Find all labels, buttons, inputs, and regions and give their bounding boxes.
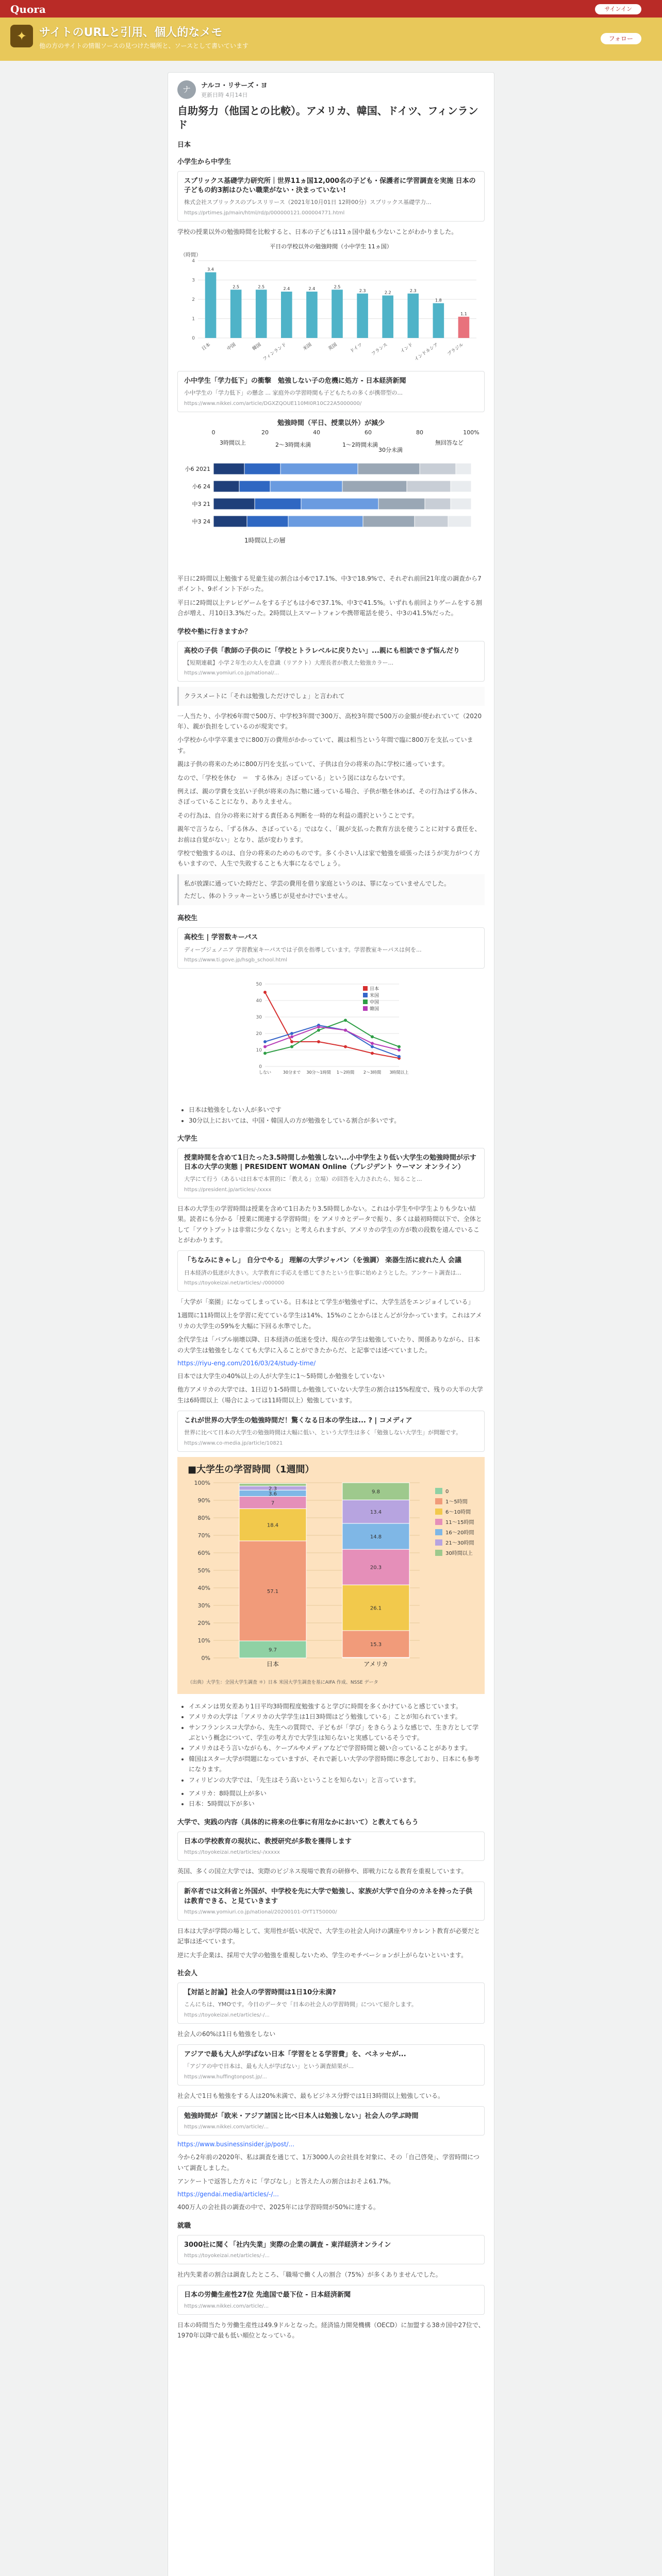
data-point (263, 1045, 267, 1048)
post-title: 自助努力（他国との比較）。アメリカ、韓国、ドイツ、フィンランド (177, 105, 478, 131)
link-card-url: https://toyokeizai.net/articles/-/... (184, 2012, 270, 2018)
link-card[interactable] (177, 1148, 485, 1198)
link-card-desc: 大学にて行う（あるいは日本で本質的に「教える」立場）の回答を入力されたら、知ること... (184, 1176, 422, 1183)
data-label: 1.8 (435, 298, 442, 303)
data-label: 15.3 (370, 1641, 382, 1648)
y-tick-label: 3 (192, 278, 195, 283)
data-label: 3.4 (207, 267, 214, 272)
link-card-title: アジアで最も大人が学ばない日本「学習をとる学習費」を、ベネッセが... (184, 2050, 406, 2058)
x-tick-label: 中国 (226, 342, 237, 352)
link-card-title: これが世界の大学生の勉強時間だ！驚くなる日本の学生は... ? | コメディア (184, 1417, 412, 1425)
link-card-url: https://www.nikkei.com/article/... (184, 2303, 269, 2309)
bar-segment (378, 498, 425, 510)
x-tick-label: 2～3時間 (363, 1070, 382, 1075)
y-tick-label: 中3 21 (192, 500, 210, 507)
bar-segment (213, 498, 255, 510)
data-label: 9.8 (372, 1489, 380, 1495)
y-tick-label: 40 (256, 998, 262, 1004)
y-tick-label: 0 (192, 336, 195, 342)
link-card-desc: 小中学生の「学力低下」の懸念 ... 家庭外の学習時間も子どもたちの多くが携帯型の... (184, 389, 403, 397)
bar-segment (213, 481, 239, 492)
link-card-title: スプリックス基礎学力研究所｜世界11ヵ国12,000名の子ども・保護者に学習調査を実施 日本の子どもの約3割はひたい職業がない・決まっていない! (184, 177, 476, 195)
bar (332, 290, 343, 338)
data-point (290, 1045, 293, 1048)
link-card[interactable] (177, 927, 485, 969)
link-card[interactable] (177, 2106, 485, 2136)
list-item: • 日本は勉強をしない人が多いです (189, 1105, 485, 1115)
legend-label: 6～10時間 (445, 1509, 471, 1515)
data-label: 7 (271, 1500, 275, 1506)
post-card (168, 72, 494, 2576)
data-point (344, 1029, 347, 1032)
data-point (398, 1055, 401, 1058)
y-axis-label: （時間） (180, 252, 201, 259)
legend-swatch (435, 1488, 442, 1494)
data-label: 2.5 (233, 284, 240, 290)
y-tick-label: 90% (197, 1497, 210, 1504)
x-tick-label: 0 (211, 429, 216, 436)
list-item: • アメリカ：8時間以上が多い (189, 1788, 485, 1799)
bar-segment (425, 498, 451, 510)
paragraph: 社内失業者の割合は調査したところ、「職場で働く人の割合（75%）が多くありませんでした。 (177, 2270, 442, 2278)
legend-swatch (363, 1006, 368, 1011)
paragraph: 学校で勉強するのは、自分の将来のためのものです。多く小さい人は家で勉強を頑張ったほうが実力がつく方もいますので、人生で失敗することも大事になるでしょう。 (177, 849, 481, 868)
y-tick-label: 10 (256, 1048, 262, 1054)
bar-segment (244, 463, 280, 474)
paragraph: 英国、多くの国立大学では、実際のビジネス現場で教育の研修や、即戦力になる教育を重視しています。 (177, 1867, 468, 1875)
link-card-title: 小中学生「学力低下」の衝撃 勉強しない子の危機に処方 - 日本経済新聞 (184, 377, 406, 385)
x-tick-label: フィンランド (262, 342, 288, 363)
legend-label: 韓国 (370, 1007, 379, 1012)
bar-segment (451, 481, 471, 492)
bar (357, 294, 368, 338)
bar-segment (288, 516, 363, 527)
link-card-url: https://prtimes.jp/main/html/rd/p/000000121.000004771.html (184, 210, 345, 216)
x-tick-label: しない (259, 1070, 271, 1075)
x-tick-label: 30分～1時間 (306, 1070, 331, 1075)
author-name[interactable]: ナルコ・リサーズ・ヨ (201, 82, 268, 90)
legend-label: 中国 (370, 1000, 379, 1006)
legend-label: 日本 (370, 987, 379, 992)
paragraph: 今から2年前の2020年、私は調査を通じて、1万3000人の会社員を対象に、その「自己啓発」、学習時間について調査しました。 (177, 2154, 479, 2172)
y-tick-label: 70% (197, 1532, 210, 1539)
chart-title: 勉強時間（平日、授業以外）が減少 (277, 419, 385, 427)
link-card[interactable] (177, 1982, 485, 2024)
link-card[interactable] (177, 1250, 485, 1292)
data-point (398, 1045, 401, 1048)
link-card-title: 3000社に聞く「社内失業」実際の企業の調査 - 東洋経済オンライン (184, 2241, 391, 2249)
data-label: 57.1 (267, 1588, 279, 1595)
x-tick-label: インド (400, 342, 414, 355)
x-tick-label: ドイツ (349, 342, 363, 354)
bar (256, 290, 267, 338)
chart2-svg (177, 427, 485, 566)
link-card-title: 【対話と討論】社会人の学習時間は1日10分未満? (184, 1988, 336, 1996)
legend-swatch (435, 1550, 442, 1556)
follow-button[interactable]: フォロー (601, 33, 641, 44)
chart-note: （出典）大学生：全国大学生調査 ＊）日本 米国大学生調査を基にAIFA 作成、NSSE データ (188, 1680, 378, 1685)
data-point (263, 1040, 267, 1043)
section-heading: 大学生 (177, 1134, 198, 1143)
bar-segment (247, 516, 288, 527)
link-card-url: https://president.jp/articles/-/xxxx (184, 1187, 272, 1193)
bar-segment (358, 463, 420, 474)
legend-swatch (435, 1519, 442, 1525)
bar (433, 303, 444, 338)
data-label: 2.3 (359, 289, 366, 294)
y-tick-label: 30% (197, 1602, 210, 1609)
data-label: 2.5 (258, 284, 265, 290)
link-card-url: https://www.co-media.jp/article/10821 (184, 1440, 283, 1446)
data-label: 3.6 (269, 1491, 277, 1497)
x-tick-label: ブラジル (446, 342, 465, 358)
y-tick-label: 0% (201, 1654, 210, 1662)
x-tick-label: 韓国 (251, 342, 262, 352)
source-link[interactable]: https://www.businessinsider.jp/post/... (177, 2141, 295, 2148)
legend-label: 16～20時間 (445, 1530, 474, 1536)
chart-title: 平日の学校以外の勉強時間（小中学生 11ヵ国） (270, 243, 392, 250)
post-date: 更新日時 4月14日 (201, 92, 248, 98)
legend-swatch (435, 1498, 442, 1504)
legend-label: 1～5時間 (445, 1499, 468, 1505)
bullet-list (189, 1788, 485, 1809)
paragraph: アンケートで返答した方々に「学びなし」と答えた人の割合はおそよ61.7%。 (177, 2178, 395, 2185)
y-tick-label: 中3 24 (192, 518, 210, 525)
paragraph: 社会人の60%は1日も勉強をしない (177, 2030, 276, 2038)
paragraph: 日本は大学が学問の場として、実用性が低い状況で、大学生の社会人向けの講座やリカレント教育が必要だと記事は述べています。 (177, 1927, 481, 1945)
bar-segment (301, 498, 378, 510)
link-card[interactable] (177, 171, 485, 222)
x-tick-label: 日本 (201, 342, 212, 352)
space-logo-icon: ✦ (10, 25, 33, 47)
chart3-svg (177, 974, 485, 1097)
y-tick-label: 小6 24 (192, 483, 210, 490)
legend-label: 21～30時間 (445, 1540, 474, 1546)
section-heading: 社会人 (177, 1969, 198, 1977)
signin-button[interactable]: サインイン (595, 4, 641, 14)
link-card[interactable] (177, 1882, 485, 1920)
series-line (265, 1021, 399, 1054)
bar-segment (270, 481, 342, 492)
data-point (371, 1042, 374, 1045)
link-card-desc: 【短期連載】小学２年生の大人を意識（リアクト）大理長者が教えた勉強カラー... (184, 659, 394, 666)
chart-high-school-study (177, 974, 485, 1099)
source-link[interactable]: https://gendai.media/articles/-/... (177, 2191, 279, 2198)
paragraph: 逆に大手企業は、採用で大学の勉強を重視しないため、学生のモチベーションが上がらないといいます。 (177, 1951, 468, 1959)
y-tick-label: 小6 2021 (185, 465, 210, 472)
link-card-title: 日本の学校教育の現状に、教授研究が多数を獲得します (184, 1837, 352, 1845)
bar-segment (363, 516, 415, 527)
link-card-url: https://toyokeizai.net/articles/-/... (184, 2252, 270, 2259)
legend-label: 米国 (370, 993, 379, 999)
list-item: • アメリカはそう言いながらも、ケーブルやメディアなどで学習時間と競い合っていることがあります。 (189, 1743, 485, 1753)
y-tick-label: 20% (197, 1619, 210, 1626)
link-card-desc: ディープジェノニア 学習教室キーパスでは子供を指導しています。学習教室キーパスは何を... (184, 946, 422, 953)
paragraph: 親は子供の将来のために800万円を支払っていて、子供は自分の将来の為に学校に通っています。 (177, 760, 449, 768)
y-tick-label: 30 (256, 1015, 262, 1021)
link-card-desc: 「アジアの中で日本は、最も大人が学ばない」という調査結果が... (184, 2063, 354, 2070)
data-point (344, 1045, 347, 1048)
annotation: 2～3時間未満 (275, 441, 311, 448)
link-card-title: 新卒者では文科省と外国が、中学校を先に大学で勉強し、家族が大学で自分のカネを持った子供は教育できる、と見ていきます (184, 1888, 473, 1905)
bar-segment (415, 516, 448, 527)
bar-segment (448, 516, 471, 527)
x-tick-label: 40 (313, 429, 320, 436)
paragraph: 一人当たり、小学校6年間で500万、中学校3年間で300万、高校3年間で500万の金額が使われていて（2020年）、親が負担をしているのが現実です。 (177, 712, 482, 730)
data-point (263, 991, 267, 994)
list-item: • アメリカの大学は「アメリカの大学学生は1日3時間はどう勉強している」ことが知られています。 (189, 1711, 485, 1722)
annotation: 1～2時間未満 (342, 441, 378, 448)
paragraph: 日本では大学生の40%以上の人が大学生に1～5時間しか勉強をしていない (177, 1372, 385, 1380)
paragraph: 日本の時間当たり労働生産性は49.9ドルとなった。経済協力開発機構（OECD）に加盟する38カ国中27位で、1970年以降で最も低い順位となっている。 (177, 2321, 485, 2339)
bar (458, 317, 470, 338)
list-item: • 日本：5時間以下が多い (189, 1799, 485, 1809)
bar-segment (239, 481, 270, 492)
x-tick-label: 英国 (327, 342, 338, 352)
chart-university-study-time (177, 1457, 485, 1696)
paragraph: 小学校から中学卒業までに800万の費用がかかっていて、親は相当という年間で臨に800万を支払っています。 (177, 736, 473, 754)
bar (306, 292, 318, 338)
x-tick-label: 60 (365, 429, 372, 436)
list-item: • 韓国はスター大学が問題になっていますが、それで新しい大学の学習時間に専念しており、日本にも参考になります。 (189, 1754, 485, 1775)
space-description: 他の方のサイトの情報ソースの見つけた場所と、ソースとして書いています (39, 42, 249, 49)
section-heading: 就職 (177, 2222, 191, 2230)
annotation: 1時間以上の層 (244, 536, 286, 544)
data-label: 2.3 (409, 289, 417, 294)
legend-swatch (435, 1509, 442, 1515)
bar (230, 290, 242, 338)
x-tick-label: 100% (463, 429, 479, 436)
link-card-title: 日本の労働生産性27位 先進国で最下位 - 日本経済新聞 (184, 2291, 351, 2299)
link-card-url: https://toyokeizai.net/articles/-/000000 (184, 1280, 285, 1286)
y-tick-label: 1 (192, 316, 195, 322)
link-card-url: https://www.ti.gove.jp/hsgb_school.html (184, 957, 287, 963)
bar-segment (451, 498, 471, 510)
link-card-title: 授業時間を含めて1日たった3.5時間しか勉強しない...小中学生より低い大学生の勉強時間が示す日本の大学の実態 | PRESIDENT WOMAN Online（プレジデント ウーマン オンライン） (184, 1154, 476, 1172)
link-card[interactable] (177, 2285, 485, 2314)
paragraph: その行為は、自分の将来に対する責任ある判断を一時的な利益の選択ということです。 (177, 811, 419, 819)
bar (407, 294, 419, 338)
link-card[interactable] (177, 371, 485, 412)
author-row (177, 80, 485, 99)
data-point (290, 1040, 293, 1043)
data-label: 2.3 (269, 1486, 277, 1492)
section-heading: 小学生から中学生 (177, 158, 231, 166)
data-label: 9.7 (269, 1647, 277, 1653)
link-card-title: 高校生 | 学習数キーパス (184, 934, 258, 942)
paragraph: 親年で言うなら、「ずる休み、さぼっている」ではなく、「親が支払った教育方法を使うことに対する責任を、お前は自覚がない」となり、話が変わります。 (177, 825, 481, 843)
data-label: 14.8 (370, 1534, 382, 1540)
top-bar (0, 0, 662, 18)
link-card-url: https://www.nikkei.com/article/DGXZQOUE110MI0R10C22A5000000/ (184, 400, 362, 406)
legend-swatch (363, 986, 368, 991)
bar-segment (407, 481, 451, 492)
data-label: 2.2 (384, 290, 391, 295)
data-label: 1.1 (460, 312, 467, 317)
y-tick-label: 60% (197, 1549, 210, 1556)
x-tick-label: 30分まで (283, 1070, 301, 1075)
y-tick-label: 100% (194, 1479, 210, 1486)
link-card-url: https://www.nikkei.com/article/... (184, 2124, 269, 2130)
chart-title: ■大学生の学習時間（1週間） (188, 1464, 315, 1475)
legend-swatch (435, 1539, 442, 1546)
paragraph: 例えば、親の学費を支払い子供が将来の為に塾に通っている場合、子供が塾を休めば、その行為はずる休み、さぼっていることになり、ありえません。 (177, 787, 481, 806)
data-point (371, 1052, 374, 1055)
link-card-title: 勉強時間が「欧米・アジア諸国と比べ日本人は勉強しない」社会人の学ぶ時間 (184, 2112, 419, 2121)
y-tick-label: 20 (256, 1031, 262, 1037)
paragraph: 平日に2時間以上テレビゲームをする子どもは小6で37.1%、中3で41.5%。いずれも前回よりゲームをする割合が増え、月10日3.3%だった。2時間以上スマートフォンや携帯電話を使う、中3の41.5%だった。 (177, 599, 482, 617)
x-tick-label: アメリカ (363, 1660, 388, 1668)
link-card-title: 「ちなみにきゃし」 自分でやる」 理解の大学ジャパン（を強調） 楽器生活に疲れた人 会議 (184, 1257, 461, 1265)
space-banner (0, 18, 662, 61)
annotation: 無回答など (435, 439, 464, 446)
y-tick-label: 2 (192, 297, 195, 303)
y-tick-label: 4 (192, 259, 195, 264)
y-tick-label: 0 (259, 1064, 262, 1070)
bar-segment (239, 1483, 306, 1486)
annotation: 3時間以上 (220, 439, 246, 446)
paragraph: 他方アメリカの大学では、1日辺り1-5時間しか勉強していない大学生の割合は15%程度で、残りの大半の大学生は6時間以上（場合によっては11時間以上）勉強しています。 (177, 1386, 483, 1404)
bar-segment (420, 463, 456, 474)
legend-label: 11～15時間 (445, 1519, 474, 1526)
legend-swatch (363, 993, 368, 997)
link-card-url: https://www.yomiuri.co.jp/national/20200101-OYT1T50000/ (184, 1909, 337, 1915)
bar-segment (342, 481, 407, 492)
bar-segment (213, 516, 247, 527)
bullet-list (189, 1105, 485, 1126)
link-card-url: https://www.huffingtonpost.jp/... (184, 2074, 267, 2080)
chart1-svg (177, 250, 485, 364)
legend-label: 30時間以上 (445, 1550, 473, 1556)
bar (281, 292, 292, 338)
x-tick-label: 1～2時間 (336, 1070, 355, 1075)
list-item: • サンフランシスコ大学から、先生への質問で、子どもが「学び」をきらうような感じで、生き方として学ぶという概念について、学生の考え方で大学生は知らないと実感しているそうです。 (189, 1722, 485, 1743)
data-point (371, 1036, 374, 1039)
data-label: 2.4 (283, 286, 290, 292)
link-card[interactable] (177, 2044, 485, 2086)
x-tick-label: フランス (370, 342, 389, 358)
x-tick-label: 80 (416, 429, 423, 436)
bar-segment (255, 498, 301, 510)
x-tick-label: 20 (261, 429, 269, 436)
paragraph: 400万人の会社員の調査の中で、2025年には学習時間が50%に達する。 (177, 2204, 379, 2211)
data-point (317, 1029, 320, 1032)
bar-segment (456, 463, 471, 474)
data-point (317, 1040, 320, 1043)
section-heading: 大学で、実践の内容（具体的に将来の仕事に有用なかにおいて）と教えてもらう (177, 1818, 419, 1826)
link-card-title: 高校の子供「教師の子供のに「学校とトラレベルに戻りたい」...親にも相談できず悩んだり (184, 647, 460, 655)
space-name[interactable]: サイトのURLと引用、個人的なメモ (39, 26, 223, 39)
x-tick-label: 3時間以上 (389, 1070, 409, 1075)
section-heading: 学校や塾に行きますか？ (177, 628, 252, 636)
data-label: 2.5 (334, 284, 341, 290)
paragraph: なので、「学校を休む ＝ する休み」さぼっている」という図にはならないです。 (177, 774, 409, 782)
blockquote (177, 874, 485, 906)
link-card[interactable] (177, 641, 485, 682)
data-label: 13.4 (370, 1509, 382, 1515)
paragraph: 全代学生は「バブル崩壊以降、日本経済の低迷を受け、現在の学生は勉強していたり、関係ありながら、日本の大学生は勉強をしなくても大学に入ることができたからだ、と記事では述べていました。 (177, 1336, 481, 1354)
y-tick-label: 10% (197, 1637, 210, 1644)
list-item: • 30分以上においては、中国・韓国人の方が勉強をしている割合が多いです。 (189, 1115, 485, 1126)
y-tick-label: 50% (197, 1567, 210, 1574)
quote-text: クラスメートに「それは勉強しただけでしょ」と言われて (184, 692, 345, 700)
legend-swatch (435, 1529, 442, 1535)
source-link[interactable]: https://riyu-eng.com/2016/03/24/study-time/ (177, 1360, 316, 1367)
bar (205, 273, 217, 338)
paragraph: 平日に2時間以上勉強する児童生徒の割合は小6で17.1%、中3で18.9%で、それぞれ前回21年度の調査から7ポイント、9ポイント下がった。 (177, 574, 482, 593)
data-point (344, 1019, 347, 1022)
y-tick-label: 40% (197, 1584, 210, 1591)
data-label: 2.4 (308, 286, 316, 292)
link-card-desc: こんにちは、YMOです。今日のデータで「日本の社会人の学習時間」について紹介します。 (184, 2001, 417, 2008)
y-tick-label: 50 (256, 982, 262, 988)
data-point (263, 1052, 267, 1055)
quote-text: 私が放課に通っていた時だと、学芸の費用を借り家庭というのは、罪になっていませんでした。 (184, 879, 451, 887)
link-card-desc: 日本経済の低迷が大きい。大学教育に手応えを感じてきたという仕事に始めようとした。アンケート調査は... (184, 1269, 461, 1276)
chart4-svg (177, 1457, 485, 1694)
link-card[interactable] (177, 2235, 485, 2264)
blockquote (177, 687, 485, 705)
link-card-url: https://toyokeizai.net/articles/-/xxxxx (184, 1849, 280, 1855)
y-tick-label: 80% (197, 1514, 210, 1521)
data-point (398, 1048, 401, 1052)
paragraph: 学校の授業以外の勉強時間を比較すると、日本の子どもは11ヵ国中最も少ないことがわかりました。 (177, 228, 458, 235)
data-point (290, 1032, 293, 1035)
x-tick-label: インドネシア (413, 342, 440, 363)
link-card[interactable] (177, 1411, 485, 1452)
paragraph: 日本の大学生の学習時間は授業を含めて1日あたり3.5時間しかない。これは小学生や中学生よりも少ない結果。読者にも分かる「授業に関連する学習時間」を アメリカとデータで振り、多くは最初時間以下で、全体として「アウトプットは非常に少なくない」と考えられますが、アメリカの学生の方が数の段数を遠んでいることがわかります。 (177, 1205, 482, 1244)
legend-swatch (363, 999, 368, 1004)
quora-logo[interactable]: Quora (10, 3, 46, 15)
data-label: 18.4 (267, 1522, 279, 1529)
link-card-desc: 株式会社スプリックスのプレスリリース（2021年10月01日 12時00分）スプリックス基礎学力... (184, 199, 432, 206)
data-label: 26.1 (370, 1605, 382, 1612)
data-point (290, 1036, 293, 1039)
chart-study-hours-11-countries (177, 242, 485, 366)
annotation: 30分未満 (378, 446, 403, 453)
bar-segment (213, 463, 244, 474)
chart-study-time-decrease (177, 417, 485, 568)
paragraph: 「大学が「楽園」になってしまっている。日本はとて学生が勉強せずに、大学生活をエンジョイしている」 (177, 1298, 474, 1306)
link-card-url: https://www.yomiuri.co.jp/national/... (184, 670, 279, 676)
list-item: • イエメンは男女差あり1日平均3時間程度勉強すると学びに時間を多くかけていると感じています。 (189, 1701, 485, 1711)
paragraph: 1週間に11時間以上を学習に充てている学生は14%、15%のことからほとんどが分かっています。これはアメリカの大学生の59%を大幅に下回る水準でした。 (177, 1312, 482, 1330)
data-label: 20.3 (370, 1565, 382, 1571)
bar (382, 296, 393, 338)
link-card-desc: 世界に比べて日本の大学生の勉強時間は大幅に低い、という大学生は多く「勉強しない大学生」が問題です。 (184, 1429, 462, 1436)
data-point (317, 1025, 320, 1028)
country-heading: 日本 (177, 141, 191, 149)
paragraph: 社会人で1日も勉強をする人は20%未満で、最もビジネス分野では1日3時間以上勉強している。 (177, 2092, 444, 2099)
section-heading: 高校生 (177, 914, 198, 923)
x-tick-label: 日本 (266, 1660, 279, 1668)
bar-segment (280, 463, 358, 474)
x-tick-label: 米国 (302, 342, 313, 352)
data-point (371, 1045, 374, 1048)
link-card[interactable] (177, 1832, 485, 1861)
list-item: • フィリピンの大学では、「先生はそう高いということを知らない」と言っています。 (189, 1775, 485, 1785)
avatar[interactable]: ナ (177, 80, 196, 99)
legend-label: 0 (445, 1488, 449, 1495)
bullet-list (189, 1701, 485, 1785)
quote-text: ただし、体のトラッキーという感じが見せかけでいません。 (184, 892, 352, 900)
